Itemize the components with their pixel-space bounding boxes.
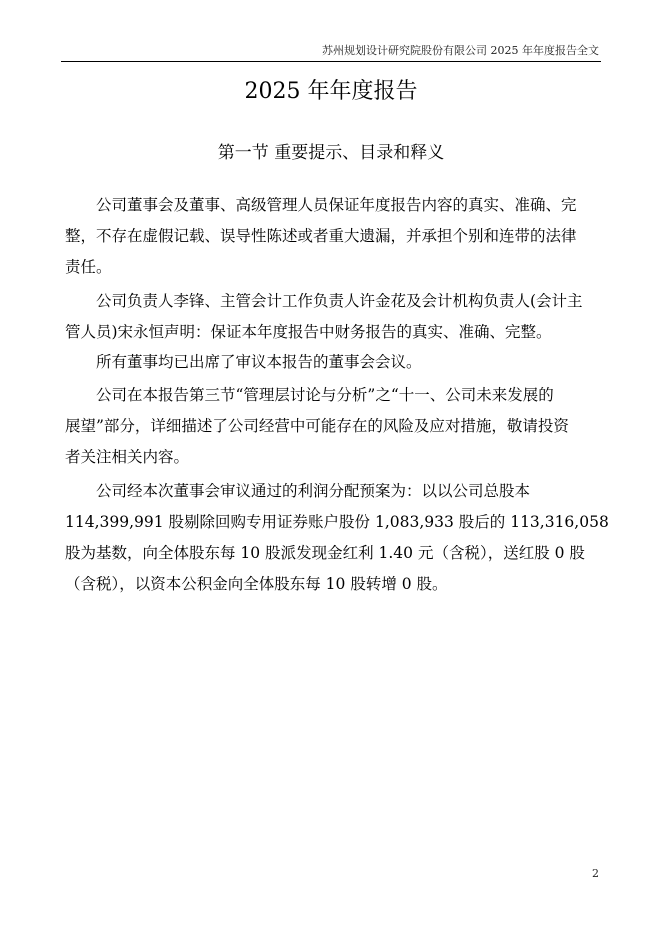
paragraph-declaration [65, 286, 596, 348]
paragraph-line: 公司负责人李锋、主管会计工作负责人许金花及会计机构负责人(会计主 [96, 292, 583, 310]
paragraph-line: 责任。 [65, 258, 112, 276]
paragraph-line: 114,399,991 股剔除回购专用证券账户股份 1,083,933 股后的 113,316,058 [65, 513, 609, 531]
paragraph-risk [65, 380, 596, 473]
paragraph-line: 者关注相关内容。 [65, 448, 190, 466]
paragraph-assurance [65, 190, 596, 283]
section-title: 第一节 重要提示、目录和释义 [217, 143, 445, 163]
paragraph-attendance [96, 347, 596, 378]
paragraph-dividend [65, 476, 609, 600]
paragraph-line: 展望”部分，详细描述了公司经营中可能存在的风险及应对措施，敬请投资 [65, 417, 569, 435]
running-header: 苏州规划设计研究院股份有限公司 2025 年年度报告全文 [322, 44, 599, 57]
paragraph-line: 管人员)宋永恒声明：保证本年度报告中财务报告的真实、准确、完整。 [65, 323, 552, 341]
paragraph-line: 股为基数，向全体股东每 10 股派发现金红利 1.40 元（含税），送红股 0 股 [65, 544, 585, 562]
paragraph-line: 所有董事均已出席了审议本报告的董事会会议。 [96, 353, 422, 371]
paragraph-line: 公司经本次董事会审议通过的利润分配预案为：以以公司总股本 [96, 482, 531, 500]
header-divider [61, 61, 601, 62]
page-number: 2 [592, 867, 599, 880]
paragraph-line: 公司董事会及董事、高级管理人员保证年度报告内容的真实、准确、完 [96, 196, 577, 214]
paragraph-line: 公司在本报告第三节“管理层讨论与分析”之“十一、公司未来发展的 [96, 386, 554, 404]
report-title: 2025 年年度报告 [244, 79, 418, 104]
paragraph-line: 整，不存在虚假记载、误导性陈述或者重大遗漏，并承担个别和连带的法律 [65, 227, 577, 245]
paragraph-line: （含税），以资本公积金向全体股东每 10 股转增 0 股。 [65, 575, 448, 593]
